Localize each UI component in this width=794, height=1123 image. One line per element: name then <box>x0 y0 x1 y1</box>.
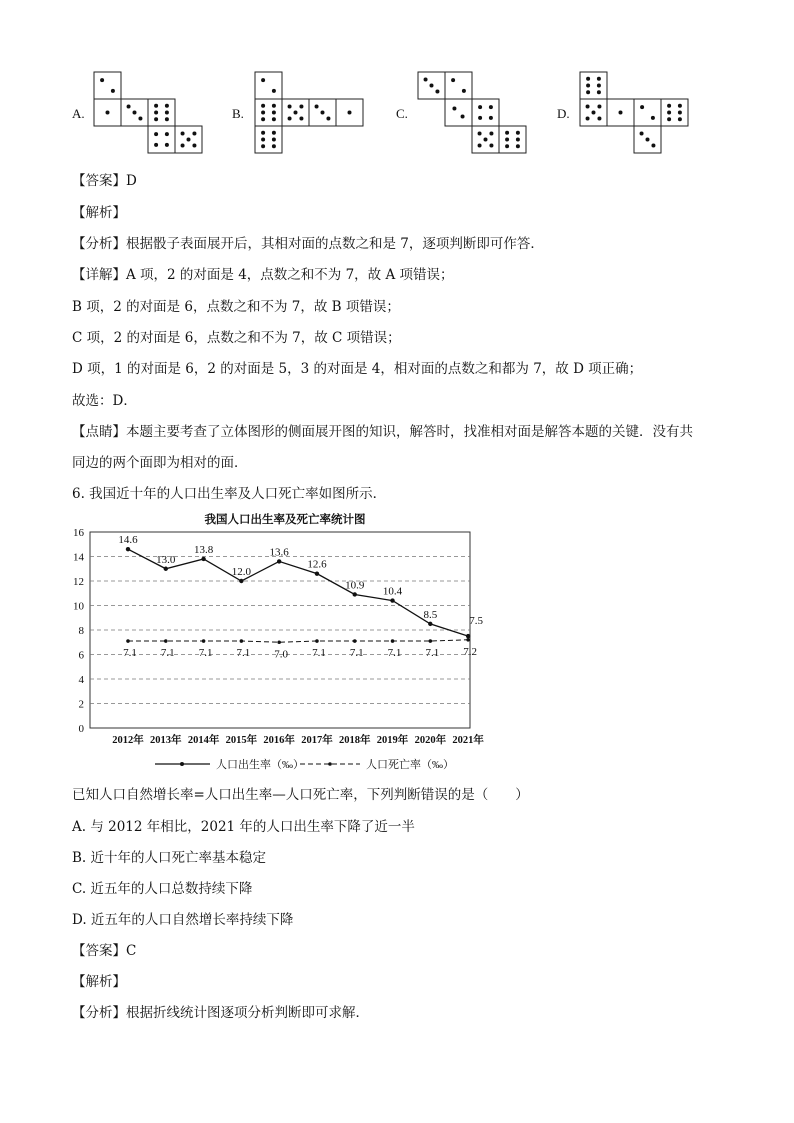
dice-pip <box>261 111 265 115</box>
death-rate-label: 7.1 <box>349 647 364 660</box>
death-rate-label: 7.1 <box>387 647 402 660</box>
chart-title: 我国人口出生率及死亡率统计图 <box>204 514 366 526</box>
q5-xiangjie: 【详解】A 项，2 的对面是 4，点数之和不为 7，故 A 项错误； <box>72 267 454 283</box>
death-rate-label: 7.2 <box>463 645 477 658</box>
option-b-label: B. <box>232 106 244 121</box>
dice-pip <box>678 117 682 121</box>
x-tick-label: 2014年 <box>187 735 220 746</box>
population-chart <box>60 508 510 778</box>
birth-rate-label: 10.9 <box>345 579 365 592</box>
dice-face <box>255 126 282 153</box>
dice-pip <box>261 131 265 135</box>
dice-pip <box>667 111 671 115</box>
dice-pip <box>435 89 439 93</box>
death-rate-point <box>315 639 319 643</box>
dice-pip <box>505 131 509 135</box>
x-tick-label: 2015年 <box>225 735 258 746</box>
birth-rate-label: 7.5 <box>469 615 483 628</box>
death-rate-point <box>164 639 168 643</box>
birth-rate-point <box>126 547 130 551</box>
dice-pip <box>106 111 110 115</box>
dice-pip <box>154 111 158 115</box>
birth-rate-label: 14.6 <box>118 534 138 547</box>
q6-option-d: D. 近五年的人口自然增长率持续下降 <box>72 912 294 928</box>
dice-net-b <box>255 72 363 153</box>
dice-pip <box>452 106 456 110</box>
y-tick-label: 8 <box>78 625 84 637</box>
y-tick-label: 12 <box>73 576 84 588</box>
x-tick-label: 2013年 <box>150 735 182 746</box>
birth-rate-label: 13.8 <box>193 543 214 556</box>
x-tick-label: 2020年 <box>414 735 447 746</box>
dice-pip <box>489 105 493 109</box>
death-rate-label: 7.1 <box>236 647 251 660</box>
q6-fenxi: 【分析】根据折线统计图逐项分析判断即可求解． <box>72 1005 369 1021</box>
death-rate-point <box>202 639 206 643</box>
dice-pip <box>321 111 325 115</box>
q5-conclusion: 故选：D． <box>72 393 137 409</box>
dice-pip <box>272 111 276 115</box>
dice-pip <box>288 105 292 109</box>
dice-pip <box>667 104 671 108</box>
dice-pip <box>326 116 330 120</box>
death-rate-point <box>126 639 130 643</box>
death-rate-label: 7.1 <box>160 647 175 660</box>
death-rate-point <box>391 639 395 643</box>
dice-pip <box>261 104 265 108</box>
dice-pip <box>462 89 466 93</box>
birth-rate-label: 13.0 <box>156 553 176 566</box>
birth-rate-label: 13.6 <box>269 546 289 559</box>
dice-pip <box>586 77 590 81</box>
death-rate-label: 7.1 <box>198 647 213 660</box>
dice-pip <box>651 143 655 147</box>
dice-pip <box>505 144 509 148</box>
birth-rate-label: 12.6 <box>307 558 327 571</box>
dice-pip <box>424 78 428 82</box>
birth-rate-point <box>315 571 319 575</box>
dice-pip <box>261 117 265 121</box>
x-tick-label: 2021年 <box>452 735 484 746</box>
dice-pip <box>165 111 169 115</box>
dice-pip <box>619 111 623 115</box>
dice-pip <box>288 116 292 120</box>
q6-stem: 6. 我国近十年的人口出生率及人口死亡率如图所示． <box>72 486 387 502</box>
dice-face <box>255 72 282 99</box>
x-tick-label: 2012年 <box>112 735 144 746</box>
dice-pip <box>451 78 455 82</box>
dice-pip <box>192 143 196 147</box>
birth-rate-label: 10.4 <box>382 585 403 598</box>
dice-face <box>94 72 121 99</box>
dice-net-a <box>94 72 202 153</box>
dice-pip <box>516 144 520 148</box>
dice-pip <box>516 138 520 142</box>
dice-pip <box>100 78 104 82</box>
death-rate-label: 7.1 <box>425 647 440 660</box>
x-tick-label: 2016年 <box>263 735 295 746</box>
dice-face <box>472 99 499 126</box>
dice-pip <box>586 105 590 109</box>
q5-dianjing-2: 同边的两个面即为相对的面． <box>72 455 248 471</box>
q6-condition: 已知人口自然增长率=人口出生率—人口死亡率，下列判断错误的是（ ） <box>72 787 529 803</box>
dice-pip <box>299 116 303 120</box>
dice-pip <box>127 105 131 109</box>
dice-pip <box>597 105 601 109</box>
dice-pip <box>111 89 115 93</box>
q6-option-b: B. 近十年的人口死亡率基本稳定 <box>72 850 267 866</box>
birth-rate-point <box>201 557 205 561</box>
q5-analysis-title: 【解析】 <box>72 205 126 221</box>
q5-option-d: D 项，1 的对面是 6，2 的对面是 5，3 的对面是 4，相对面的点数之和都为 7，故 D 项正确； <box>72 361 643 377</box>
q5-answer: 【答案】D <box>72 173 137 189</box>
dice-net-c <box>418 72 526 153</box>
dice-net-d <box>580 72 688 153</box>
birth-rate-line <box>128 549 468 636</box>
death-rate-point <box>429 639 433 643</box>
y-tick-label: 16 <box>73 527 84 539</box>
q5-option-b: B 项，2 的对面是 6，点数之和不为 7，故 B 项错误； <box>72 299 400 315</box>
dice-pip <box>667 117 671 121</box>
dice-pip <box>640 105 644 109</box>
dice-pip <box>138 116 142 120</box>
dice-pip <box>272 89 276 93</box>
q5-dianjing-1: 【点睛】本题主要考查了立体图形的侧面展开图的知识，解答时，找准相对面是解答本题的关键．没有共 <box>72 424 693 440</box>
death-rate-line <box>128 640 468 642</box>
dice-pip <box>597 77 601 81</box>
dice-pip <box>489 116 493 120</box>
death-rate-point <box>466 638 470 642</box>
dice-pip <box>478 143 482 147</box>
death-rate-label: 7.1 <box>312 647 326 660</box>
option-d-label: D. <box>557 106 570 121</box>
dice-pip <box>678 104 682 108</box>
dice-pip <box>461 115 465 119</box>
dice-pip <box>678 111 682 115</box>
dice-pip <box>478 132 482 136</box>
dice-pip <box>640 132 644 136</box>
death-rate-point <box>240 639 244 643</box>
y-tick-label: 2 <box>78 698 84 711</box>
x-tick-label: 2018年 <box>338 735 371 746</box>
y-tick-label: 10 <box>73 600 84 613</box>
dice-pip <box>478 105 482 109</box>
dice-pip <box>586 116 590 120</box>
q6-answer: 【答案】C <box>72 943 137 959</box>
dice-pip <box>597 84 601 88</box>
dice-pip <box>272 117 276 121</box>
legend-death-label: 人口死亡率（‰） <box>366 759 454 771</box>
birth-rate-label: 12.0 <box>231 566 251 578</box>
dice-pip <box>484 138 488 142</box>
dice-pip <box>505 138 509 142</box>
dice-pip <box>154 104 158 108</box>
dice-pip <box>430 84 434 88</box>
dice-pip <box>597 116 601 120</box>
y-tick-label: 4 <box>78 674 84 686</box>
birth-rate-point <box>239 579 243 583</box>
dice-pip <box>489 132 493 136</box>
dice-face <box>580 72 607 99</box>
option-a-label: A. <box>72 106 85 121</box>
dice-pip <box>261 144 265 148</box>
dice-pip <box>348 111 352 115</box>
dice-pip <box>272 138 276 142</box>
birth-rate-point <box>428 622 432 626</box>
option-c-label: C. <box>396 106 408 121</box>
dice-pip <box>181 143 185 147</box>
q6-option-c: C. 近五年的人口总数持续下降 <box>72 881 253 897</box>
q5-option-c: C 项，2 的对面是 6，点数之和不为 7，故 C 项错误； <box>72 330 401 346</box>
death-rate-label: 7.1 <box>123 647 137 660</box>
y-tick-label: 14 <box>73 551 84 564</box>
dice-pip <box>154 143 158 147</box>
dice-face <box>148 126 175 153</box>
legend-birth-label: 人口出生率（‰） <box>216 759 304 771</box>
q6-option-a: A. 与 2012 年相比，2021 年的人口出生率下降了近一半 <box>72 819 415 835</box>
dice-pip <box>586 90 590 94</box>
dice-pip <box>165 132 169 136</box>
dice-pip <box>272 131 276 135</box>
dice-pip <box>261 78 265 82</box>
legend-birth-marker <box>180 762 184 766</box>
dice-pip <box>299 105 303 109</box>
dice-pip <box>181 132 185 136</box>
x-tick-label: 2019年 <box>376 735 409 746</box>
death-rate-label: 7.0 <box>274 648 289 661</box>
birth-rate-point <box>353 592 357 596</box>
dice-pip <box>165 143 169 147</box>
dice-face <box>255 99 282 126</box>
y-tick-label: 6 <box>78 649 84 662</box>
dice-pip <box>187 138 191 142</box>
x-tick-label: 2017年 <box>301 735 333 746</box>
dice-pip <box>261 138 265 142</box>
birth-rate-point <box>390 598 394 602</box>
dice-face <box>148 99 175 126</box>
dice-pip <box>646 138 650 142</box>
dice-pip <box>592 111 596 115</box>
dice-face <box>661 99 688 126</box>
q6-analysis-title: 【解析】 <box>72 974 126 990</box>
dice-pip <box>315 105 319 109</box>
birth-rate-label: 8.5 <box>423 608 438 621</box>
dice-pip <box>294 111 298 115</box>
dice-pip <box>154 117 158 121</box>
dice-pip <box>597 90 601 94</box>
birth-rate-point <box>164 567 168 571</box>
dice-pip <box>478 116 482 120</box>
birth-rate-point <box>277 559 281 563</box>
dice-face <box>445 72 472 99</box>
dice-face <box>445 99 472 126</box>
dice-face <box>634 99 661 126</box>
dice-pip <box>516 131 520 135</box>
death-rate-point <box>353 639 357 643</box>
dice-pip <box>165 117 169 121</box>
dice-pip <box>651 116 655 120</box>
dice-pip <box>165 104 169 108</box>
dice-pip <box>272 144 276 148</box>
death-rate-point <box>277 640 281 644</box>
birth-rate-point <box>466 634 470 638</box>
y-tick-label: 0 <box>78 723 84 735</box>
dice-face <box>499 126 526 153</box>
dice-pip <box>272 104 276 108</box>
dice-pip <box>192 132 196 136</box>
dice-pip <box>586 84 590 88</box>
dice-pip <box>133 111 137 115</box>
dice-pip <box>489 143 493 147</box>
legend-death-marker <box>328 762 332 766</box>
q5-fenxi: 【分析】根据骰子表面展开后，其相对面的点数之和是 7，逐项判断即可作答． <box>72 236 544 252</box>
dice-pip <box>154 132 158 136</box>
